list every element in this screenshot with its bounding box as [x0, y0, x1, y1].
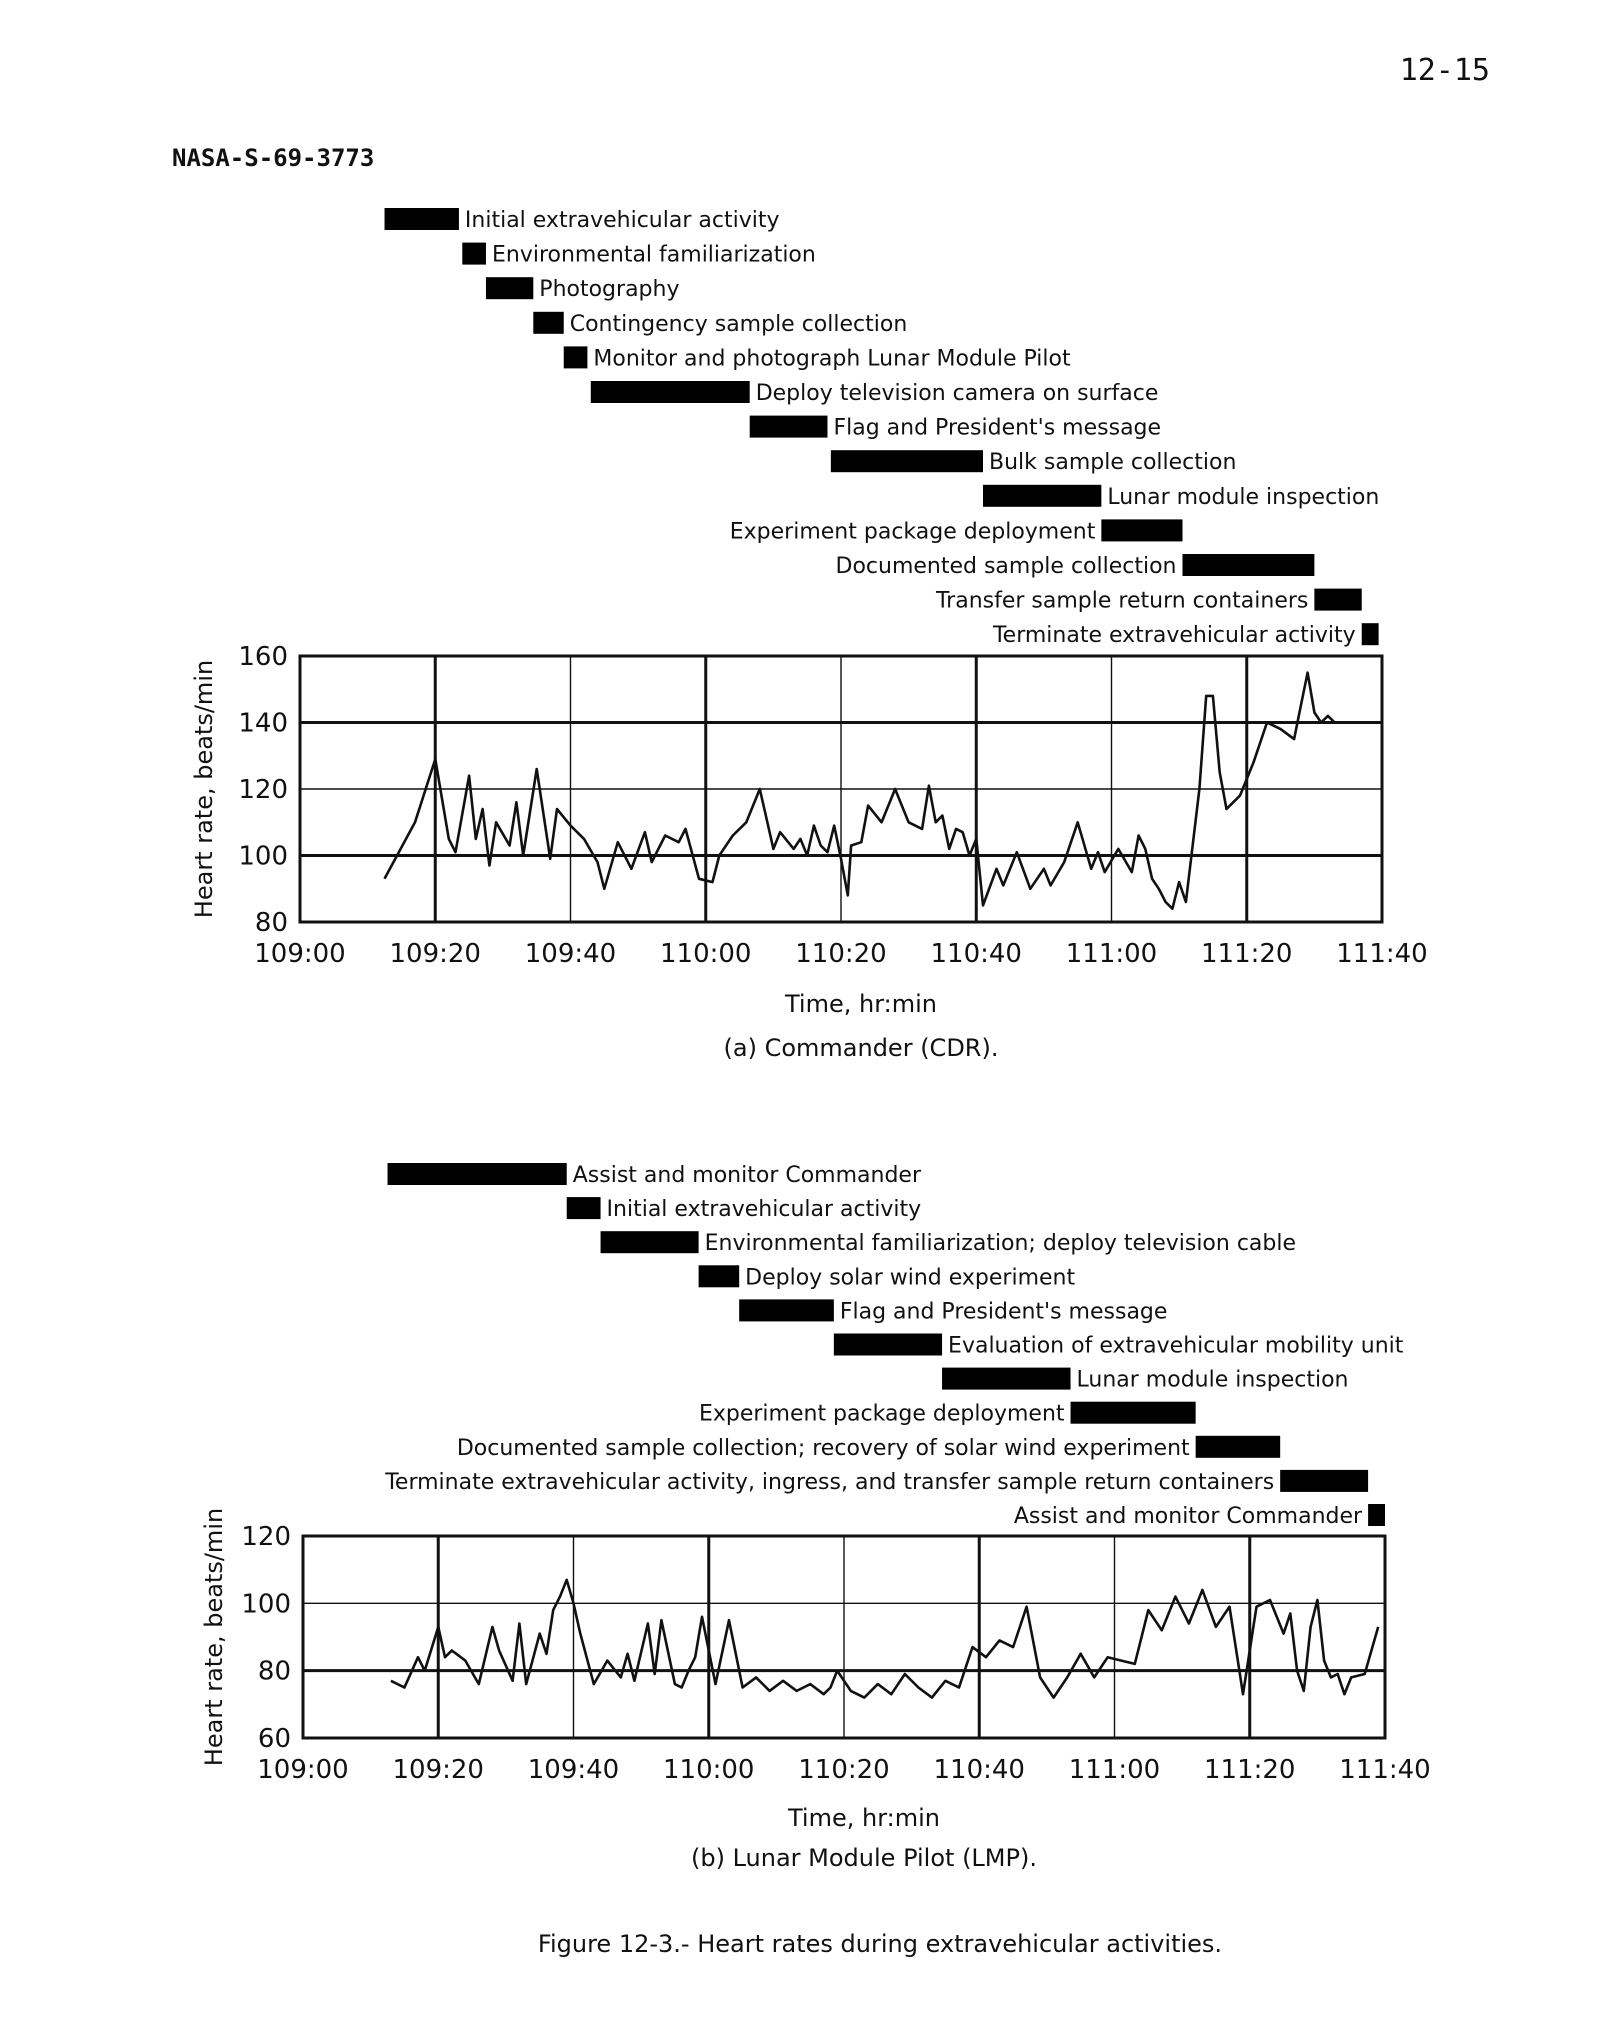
activity-label: Deploy solar wind experiment [745, 1265, 1076, 1291]
heart-rate-line [385, 673, 1335, 909]
x-tick-label: 109:00 [257, 1755, 349, 1785]
x-tick-label: 111:00 [1068, 1755, 1161, 1785]
activity-bar [1071, 1402, 1196, 1424]
chart-commander [190, 208, 1428, 1062]
activity-bar [699, 1265, 740, 1287]
x-tick-label: 109:20 [392, 1755, 484, 1785]
y-tick-label: 120 [238, 775, 288, 805]
activity-label: Environmental familiarization [491, 242, 816, 268]
chart-subtitle: (b) Lunar Module Pilot (LMP). [691, 1844, 1037, 1872]
x-tick-label: 110:40 [930, 939, 1022, 969]
activity-bar [601, 1231, 699, 1253]
activity-bar [942, 1368, 1070, 1390]
activity-label: Documented sample collection; recovery of solar wind experiment [456, 1435, 1190, 1461]
activity-bar [385, 208, 459, 230]
x-tick-label: 110:40 [933, 1755, 1025, 1785]
activity-label: Terminate extravehicular activity, ingress, and transfer sample return containers [385, 1469, 1275, 1495]
activity-label: Environmental familiarization; deploy television cable [704, 1231, 1297, 1257]
figure-caption: Figure 12-3.- Heart rates during extravehicular activities. [537, 1930, 1223, 1958]
activity-bar [564, 346, 588, 368]
activity-label: Experiment package deployment [698, 1401, 1065, 1427]
activity-label: Initial extravehicular activity [606, 1197, 922, 1223]
y-tick-label: 140 [238, 708, 288, 739]
x-tick-label: 109:40 [524, 939, 617, 969]
x-tick-label: 109:00 [254, 939, 346, 969]
activity-label: Flag and President's message [833, 415, 1162, 441]
chart-lunar-module-pilot [200, 1163, 1431, 1872]
y-tick-label: 100 [241, 1589, 291, 1620]
activity-bar [1368, 1504, 1385, 1526]
activity-label: Monitor and photograph Lunar Module Pilot [593, 346, 1071, 372]
activity-bar [486, 277, 533, 299]
y-axis-label: Heart rate, beats/min [200, 1507, 228, 1767]
activity-bar [1183, 554, 1315, 576]
activity-bar [1196, 1436, 1281, 1458]
y-tick-label: 80 [257, 1656, 291, 1687]
x-tick-label: 111:40 [1336, 939, 1428, 969]
x-tick-label: 109:40 [527, 1755, 620, 1785]
activity-bar [739, 1299, 834, 1321]
y-tick-label: 60 [257, 1724, 291, 1754]
activity-label: Photography [539, 277, 680, 303]
chart-subtitle: (a) Commander (CDR). [723, 1034, 999, 1062]
activity-bar [462, 243, 486, 265]
x-tick-label: 111:20 [1204, 1755, 1296, 1785]
activity-label: Terminate extravehicular activity [992, 623, 1356, 649]
activity-label: Experiment package deployment [729, 519, 1096, 545]
activity-label: Assist and monitor Commander [1013, 1504, 1363, 1529]
x-axis-label: Time, hr:min [785, 990, 937, 1018]
activity-label: Evaluation of extravehicular mobility unit [948, 1333, 1404, 1359]
y-tick-label: 120 [241, 1522, 291, 1552]
x-tick-label: 111:00 [1065, 939, 1158, 969]
activity-bar [750, 416, 828, 438]
activity-bar [1314, 589, 1361, 611]
x-tick-label: 111:40 [1339, 1755, 1431, 1785]
x-tick-label: 110:00 [663, 1755, 755, 1785]
x-axis-label: Time, hr:min [788, 1804, 940, 1832]
activity-bar [591, 381, 750, 403]
activity-bar [1362, 623, 1379, 645]
activity-label: Deploy television camera on surface [755, 381, 1159, 406]
x-tick-label: 111:20 [1201, 939, 1293, 969]
activity-label: Lunar module inspection [1076, 1367, 1349, 1393]
activity-label: Initial extravehicular activity [464, 208, 780, 233]
page-number: 12-15 [1399, 53, 1490, 88]
activity-bar [533, 312, 563, 334]
y-axis-label: Heart rate, beats/min [190, 659, 218, 919]
activity-bar [834, 1334, 942, 1356]
activity-label: Transfer sample return containers [935, 588, 1309, 614]
x-tick-label: 110:20 [798, 1755, 890, 1785]
activity-bar [567, 1197, 601, 1219]
activity-label: Documented sample collection [835, 554, 1177, 579]
figure-id: NASA-S-69-3773 [172, 144, 375, 172]
x-tick-label: 110:20 [795, 939, 887, 969]
activity-label: Bulk sample collection [989, 450, 1237, 476]
heart-rate-line [391, 1580, 1378, 1698]
y-tick-label: 80 [254, 908, 288, 938]
activity-bar [983, 485, 1101, 507]
activity-bar [1101, 519, 1182, 541]
y-tick-label: 100 [238, 841, 288, 872]
activity-bar [831, 450, 983, 472]
activity-label: Lunar module inspection [1107, 484, 1380, 510]
activity-label: Contingency sample collection [569, 311, 908, 337]
activity-label: Assist and monitor Commander [572, 1163, 922, 1188]
y-tick-label: 160 [238, 642, 288, 672]
activity-bar [388, 1163, 567, 1185]
activity-bar [1280, 1470, 1368, 1492]
x-tick-label: 109:20 [389, 939, 481, 969]
x-tick-label: 110:00 [660, 939, 752, 969]
activity-label: Flag and President's message [839, 1299, 1168, 1325]
